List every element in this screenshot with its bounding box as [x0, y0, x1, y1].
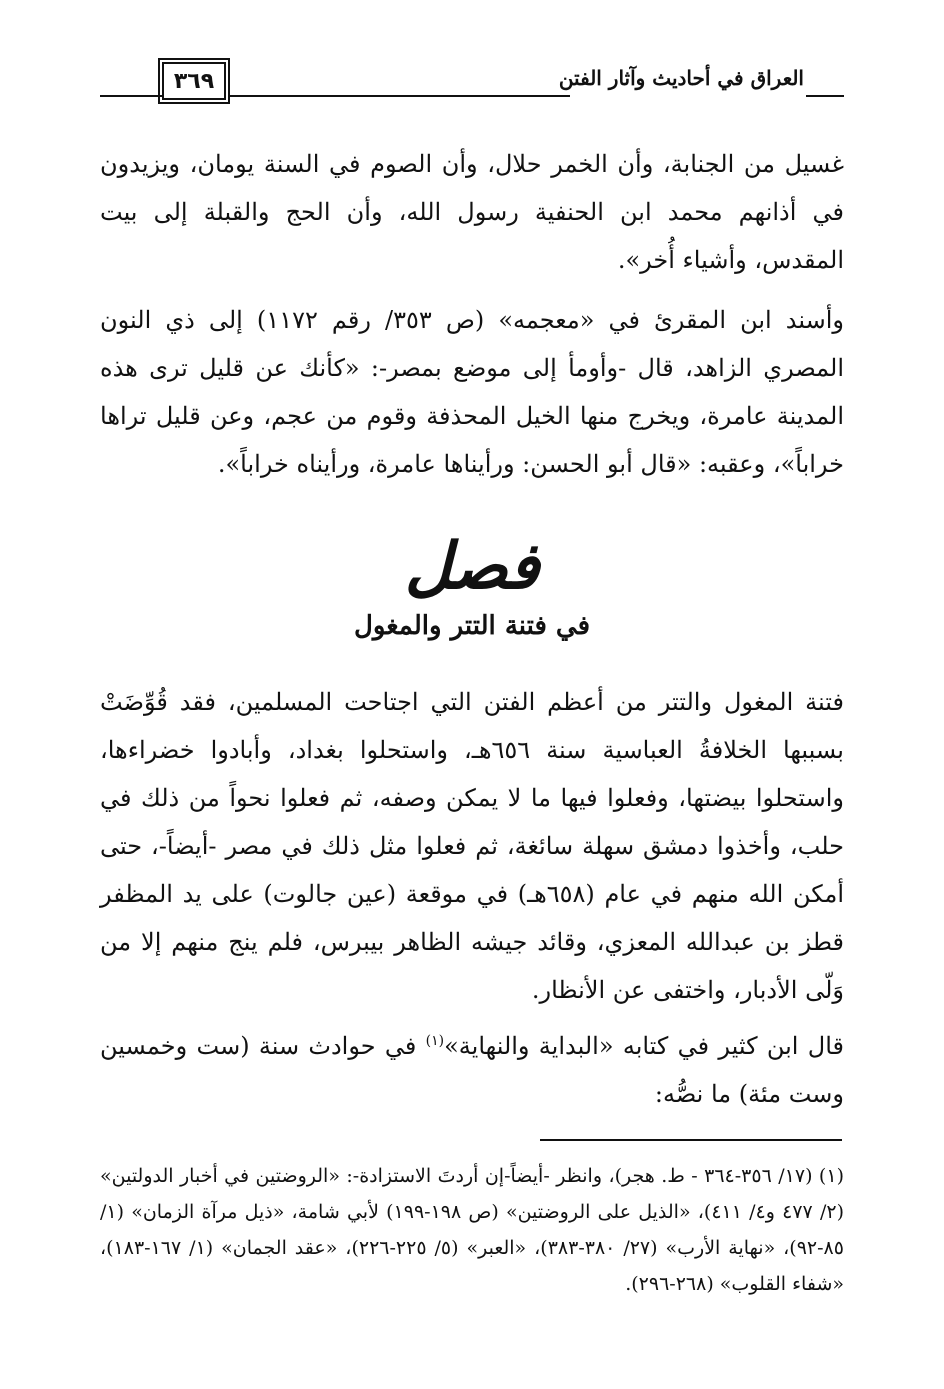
paragraph-2: وأسند ابن المقرئ في «معجمه» (ص ٣٥٣/ رقم ١١٧٢) إلى ذي النون المصري الزاهد، قال -وأومأ إلى موضع بمصر-: «كأنك عن قليل ترى هذه المدينة عامرة، ويخرج منها الخيل المحذفة وقوم من عجم، وعن قليل تراها خراباً»، وعقبه: «قال أبو الحسن: ورأيناها عامرة، ورأيناه خراباً». [100, 306, 845, 478]
paragraph-4-start: قال ابن كثير في كتابه «البداية والنهاية» [444, 1032, 844, 1060]
paragraph-4 [100, 1022, 844, 1118]
page-number: ٣٦٩ [162, 62, 226, 100]
header-rule-left [100, 95, 162, 97]
header-rule-right [806, 95, 844, 97]
page-header [100, 62, 844, 108]
section-heading: فصل [404, 529, 540, 604]
footnote-separator [540, 1139, 842, 1141]
header-rule-middle [230, 95, 570, 97]
footnote-1: (١) (١٧/ ٣٥٦-٣٦٤ - ط. هجر)، وانظر -أيضاً-إن أردتَ الاستزادة-: «الروضتين في أخبار الدولتين» (٢/ ٤٧٧ و٤/ ٤١١)، «الذيل على الروضتين» (ص ١٩٨-١٩٩) لأبي شامة، «ذيل مرآة الزمان» (١/ ٨٥-٩٢)، «نهاية الأرب» (٢٧/ ٣٨٠-٣٨٣)، «العبر» (٥/ ٢٢٥-٢٢٦)، «عقد الجمان» (١/ ١٦٧-١٨٣)، «شفاء القلوب» (٢٦٨-٢٩٦). [100, 1165, 844, 1295]
paragraph-3: فتنة المغول والتتر من أعظم الفتن التي اجتاحت المسلمين، فقد قُوِّضَتْ بسببها الخلافةُ العباسية سنة ٦٥٦هـ، واستحلوا بغداد، وأبادوا خضراءها، واستحلوا بيضتها، وفعلوا فيها ما لا يمكن وصفه، ثم فعلوا نحواً من ذلك في حلب، وأخذوا دمشق سهلة سائغة، ثم فعلوا مثل ذلك في مصر -أيضاً-، حتى أمكن الله منهم في عام (٦٥٨هـ) في موقعة (عين جالوت) على يد المظفر قطز بن عبدالله المعزي، وقائد جيشه الظاهر بيبرس، فلم ينج منهم إلا من وَلّى الأدبار، واختفى عن الأنظار. [100, 688, 844, 1004]
paragraph-4-end: في حوادث سنة (ست وخمسين وست مئة) ما نصُّه: [100, 1032, 844, 1108]
paragraph-1: غسيل من الجنابة، وأن الخمر حلال، وأن الصوم في السنة يومان، ويزيدون في أذانهم محمد ابن الحنفية رسول الله، وأن الحج والقبلة إلى بيت المقدس، وأشياء أُخر». [100, 150, 844, 274]
book-title: العراق في أحاديث وآثار الفتن [558, 66, 804, 90]
footnote-reference[interactable]: (١) [425, 1033, 445, 1049]
section-title: في فتنة التتر والمغول [353, 611, 591, 641]
